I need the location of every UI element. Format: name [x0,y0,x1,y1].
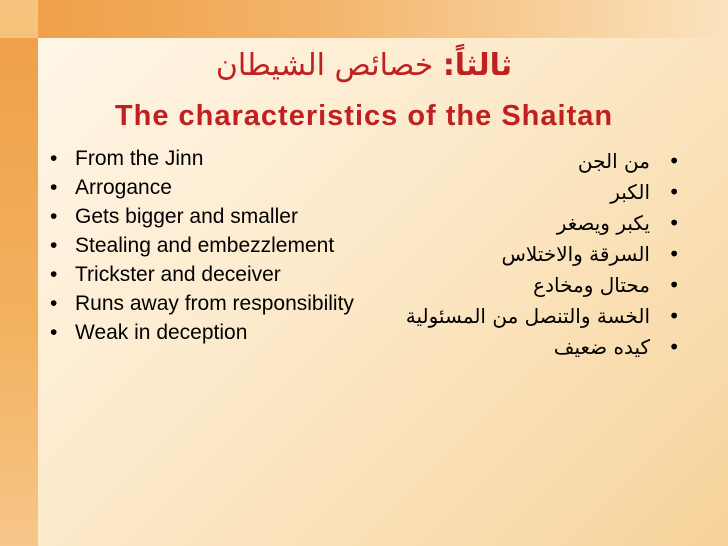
english-bullet-list [50,146,370,349]
list-item: • From the Jinn [50,147,204,170]
arabic-title-text: خصائص الشيطان [215,48,443,83]
bullet-icon: • [668,304,680,328]
list-item: • كيده ضعيف [360,332,680,363]
list-item: • Arrogance [50,176,172,199]
list-item: • الكبر [360,177,680,208]
bullet-icon: • [50,321,58,344]
list-item: • من الجن [360,146,680,177]
bullet-icon: • [50,234,58,257]
list-item: • Runs away from responsibility [50,292,354,315]
decorative-frame-top [38,0,728,38]
bullet-icon: • [50,205,58,228]
list-item: • Stealing and embezzlement [50,234,335,257]
list-item: • Weak in deception [50,321,248,344]
bullet-icon: • [668,335,680,359]
arabic-bullet-list [360,146,680,363]
bullet-icon: • [50,147,58,170]
bullet-icon: • [50,176,58,199]
list-item: • السرقة والاختلاس [360,239,680,270]
bullet-icon: • [50,263,58,286]
bullet-icon: • [668,242,680,266]
list-item: • محتال ومخادع [360,270,680,301]
list-item: • Trickster and deceiver [50,263,281,286]
list-item: • الخسة والتنصل من المسئولية [360,301,680,332]
list-item: • يكبر ويصغر [360,208,680,239]
arabic-title [0,48,728,83]
list-item: • Gets bigger and smaller [50,205,298,228]
english-title: The characteristics of the Shaitan [114,100,614,132]
bullet-icon: • [668,273,680,297]
bullet-icon: • [668,211,680,235]
bullet-icon: • [668,180,680,204]
bullet-icon: • [668,149,680,173]
arabic-title-prefix: ثالثاً: [442,48,513,83]
bullet-icon: • [50,292,58,315]
